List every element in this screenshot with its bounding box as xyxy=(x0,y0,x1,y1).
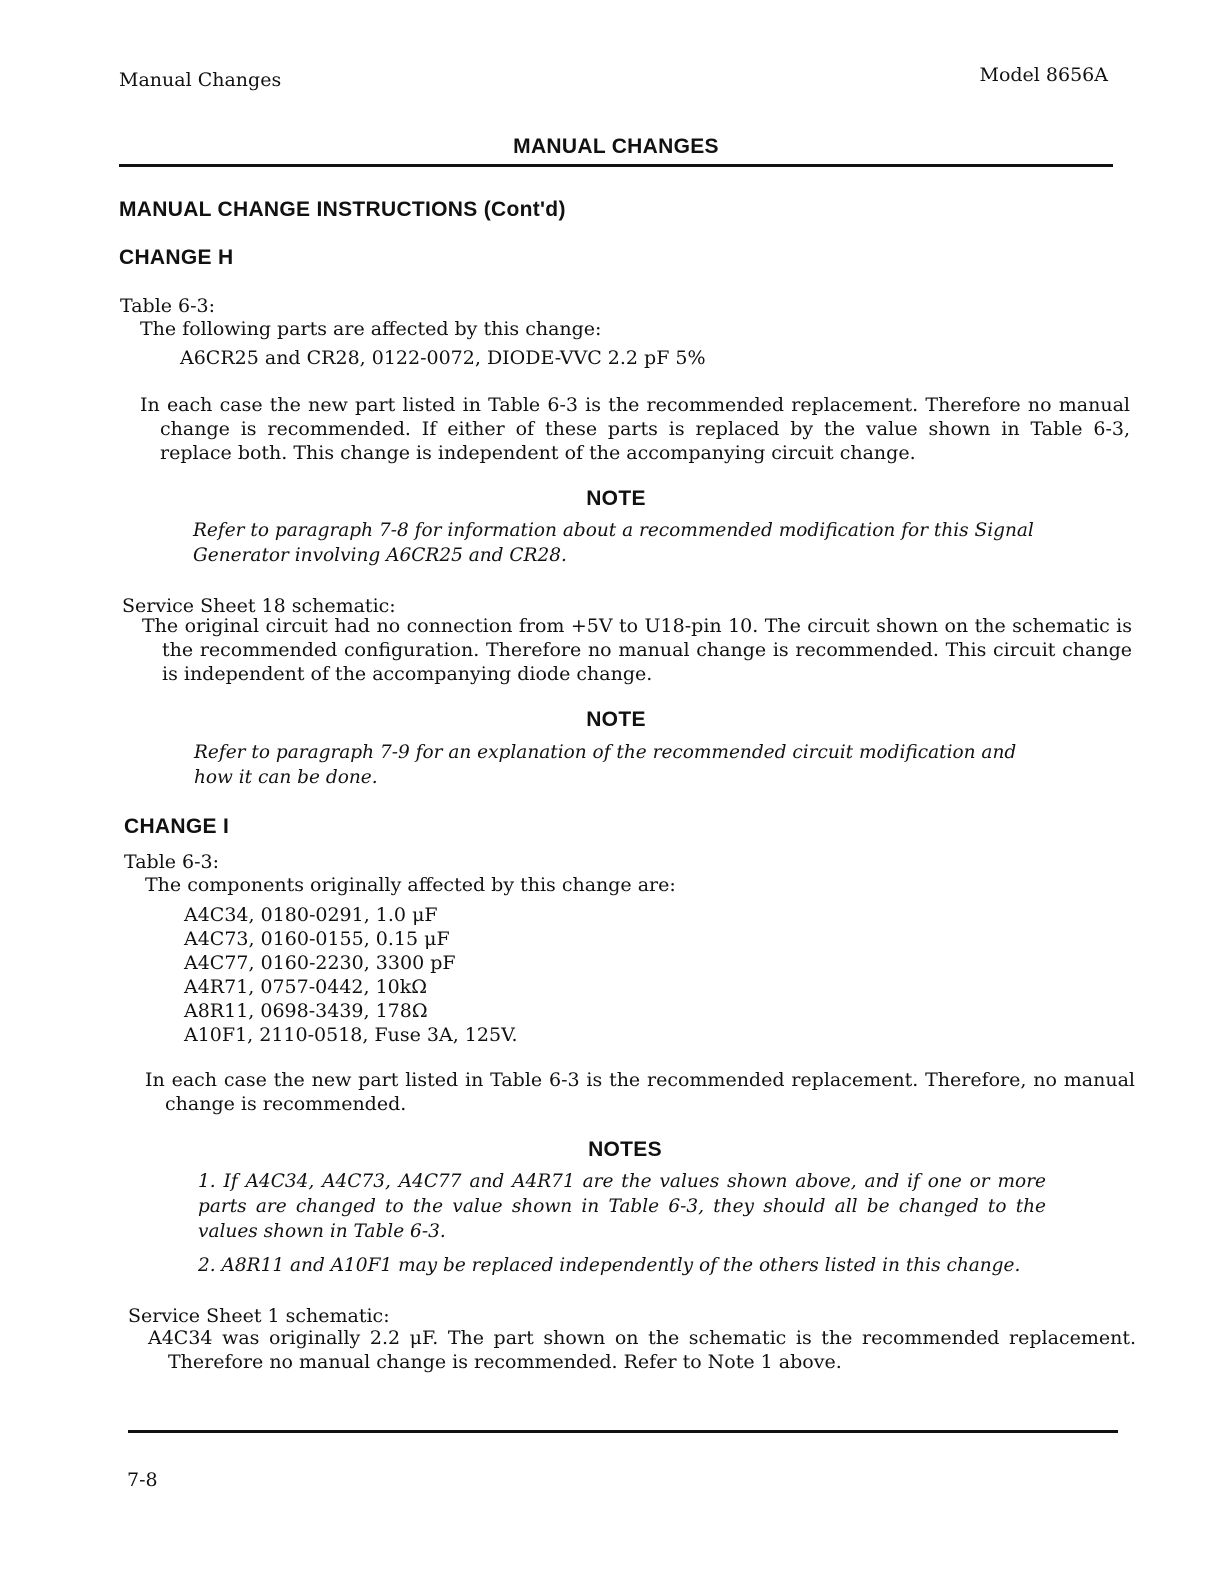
running-header-right: Model 8656A xyxy=(979,64,1108,86)
change-h-part: A6CR25 and CR28, 0122-0072, DIODE-VVC 2.2 pF 5% xyxy=(180,347,706,369)
list-item: A4C77, 0160-2230, 3300 pF xyxy=(184,952,456,974)
list-item: A4C73, 0160-0155, 0.15 μF xyxy=(184,928,450,950)
change-h-heading: CHANGE H xyxy=(119,246,234,269)
title-rule xyxy=(119,164,1113,167)
change-h-note2-text: Refer to paragraph 7-9 for an explanation of the recommended circuit modification and how it can be done. xyxy=(194,742,1017,788)
list-item: A4C34, 0180-0291, 1.0 μF xyxy=(184,904,438,926)
change-i-notes-title: NOTES xyxy=(588,1138,662,1161)
change-i-paragraph: In each case the new part listed in Table 6-3 is the recommended replacement. Therefore, no manual change is recommended. xyxy=(145,1069,1135,1115)
change-h-note1-title: NOTE xyxy=(586,487,646,510)
change-h-service-label: Service Sheet 18 schematic: xyxy=(122,595,396,617)
change-i-note-1: 1. If A4C34, A4C73, A4C77 and A4R71 are the values shown above, and if one or more parts are changed to the value shown in Table 6-3, they should all be changed to the values shown in Table 6-3. xyxy=(198,1171,1046,1242)
section-heading: MANUAL CHANGE INSTRUCTIONS (Cont'd) xyxy=(119,198,566,221)
change-i-parts-list xyxy=(184,903,518,1047)
change-i-heading: CHANGE I xyxy=(124,815,230,838)
footer-rule xyxy=(128,1430,1118,1433)
change-i-service-label: Service Sheet 1 schematic: xyxy=(128,1305,390,1327)
change-i-table-label: Table 6-3: xyxy=(124,851,220,873)
page-title: MANUAL CHANGES xyxy=(513,135,719,158)
change-h-note1-text: Refer to paragraph 7-8 for information about a recommended modification for this Signal Generator involving A6CR25 and CR28. xyxy=(193,520,1034,566)
running-header-left: Manual Changes xyxy=(119,69,282,91)
list-item: A10F1, 2110-0518, Fuse 3A, 125V. xyxy=(184,1024,518,1046)
list-item: A8R11, 0698-3439, 178Ω xyxy=(184,1000,428,1022)
change-h-paragraph: In each case the new part listed in Table 6-3 is the recommended replacement. Therefore no manual change is recommended. If either of these parts is replaced by the value shown in Table 6-3, replace both. This change is independent of the accompanying circuit change. xyxy=(140,394,1130,464)
change-h-table-label: Table 6-3: xyxy=(120,295,216,317)
list-item: A4R71, 0757-0442, 10kΩ xyxy=(184,976,428,998)
change-h-service-text: The original circuit had no connection from +5V to U18-pin 10. The circuit shown on the schematic is the recommended configuration. Therefore no manual change is recommended. This circuit change is independent of the accompanying diode change. xyxy=(142,615,1132,685)
change-i-note-2: 2. A8R11 and A10F1 may be replaced independently of the others listed in this change. xyxy=(198,1255,1021,1276)
change-h-intro: The following parts are affected by this change: xyxy=(140,318,602,340)
change-i-service-text: A4C34 was originally 2.2 μF. The part shown on the schematic is the recommended replacement. Therefore no manual change is recommended. Refer to Note 1 above. xyxy=(148,1327,1136,1373)
change-h-note2-title: NOTE xyxy=(586,708,646,731)
change-i-intro: The components originally affected by this change are: xyxy=(145,874,676,896)
page-number: 7-8 xyxy=(127,1469,158,1491)
